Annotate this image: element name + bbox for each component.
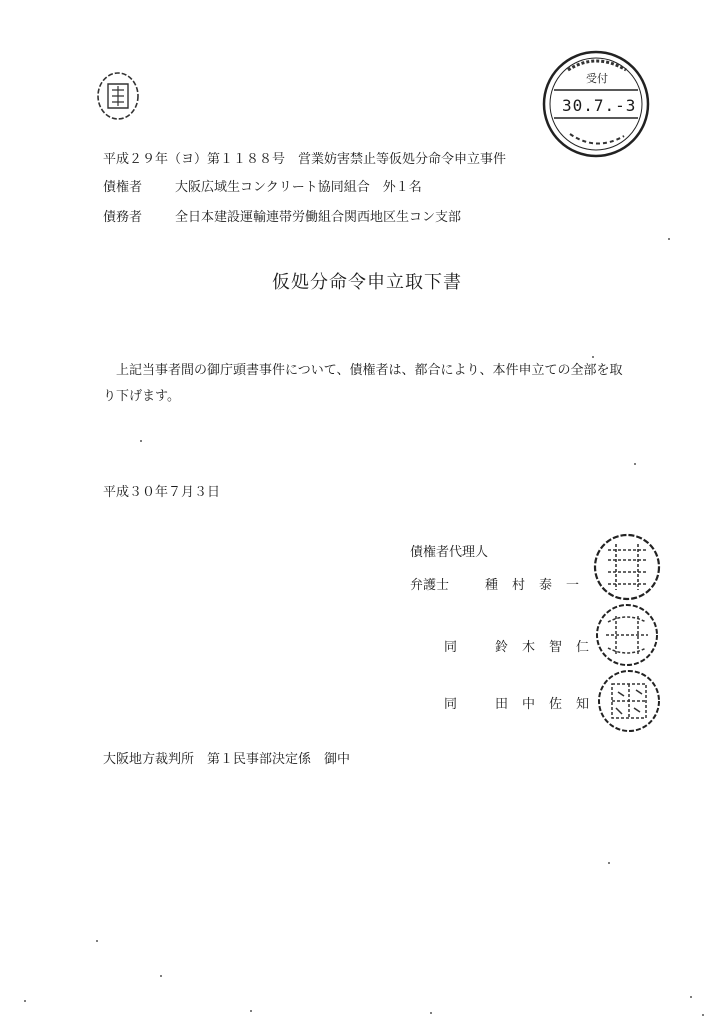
creditor-label: 債権者 — [103, 180, 143, 195]
scan-speck — [702, 1014, 704, 1016]
same-mark-1: 同 — [444, 640, 458, 655]
scan-speck — [608, 862, 610, 864]
scan-speck — [592, 356, 594, 358]
lawyer-name-3: 田中佐知 — [495, 697, 604, 712]
personal-seal-icon — [596, 668, 662, 734]
scan-speck — [96, 940, 98, 942]
lawyer-title: 弁護士 — [410, 578, 450, 593]
receipt-stamp-date: 30.7.-3 — [562, 96, 637, 115]
scan-speck — [634, 463, 636, 465]
lawyer-name-2: 鈴木智仁 — [495, 640, 604, 655]
agent-label: 債権者代理人 — [410, 545, 489, 560]
personal-seal-icon — [592, 532, 662, 602]
scan-speck — [24, 1000, 26, 1002]
court-addressee: 大阪地方裁判所 第１民事部決定係 御中 — [103, 752, 351, 767]
scan-speck — [250, 1010, 252, 1012]
scan-speck — [690, 996, 692, 998]
document-title: 仮処分命令申立取下書 — [272, 272, 462, 293]
scan-speck — [140, 440, 142, 442]
lawyer-name-1: 種村泰一 — [485, 578, 594, 593]
scan-speck — [668, 238, 670, 240]
same-mark-2: 同 — [444, 697, 458, 712]
personal-seal-icon — [594, 602, 660, 668]
document-date: 平成３０年７月３日 — [103, 485, 221, 500]
scan-speck — [430, 1012, 432, 1014]
debtor-label: 債務者 — [103, 210, 143, 225]
debtor-value: 全日本建設運輸連帯労働組合関西地区生コン支部 — [175, 210, 462, 225]
receipt-stamp-label: 受付 — [586, 72, 608, 85]
case-number-line: 平成２９年（ヨ）第１１８８号 営業妨害禁止等仮処分命令申立事件 — [103, 152, 507, 167]
body-paragraph: 上記当事者間の御庁頭書事件について、債権者は、都合により、本件申立ての全部を取り下げます。 — [103, 363, 623, 404]
scan-speck — [160, 975, 162, 977]
receipt-stamp — [540, 48, 652, 160]
creditor-value: 大阪広域生コンクリート協同組合 外１名 — [175, 180, 422, 195]
page-seal-icon — [94, 70, 142, 122]
